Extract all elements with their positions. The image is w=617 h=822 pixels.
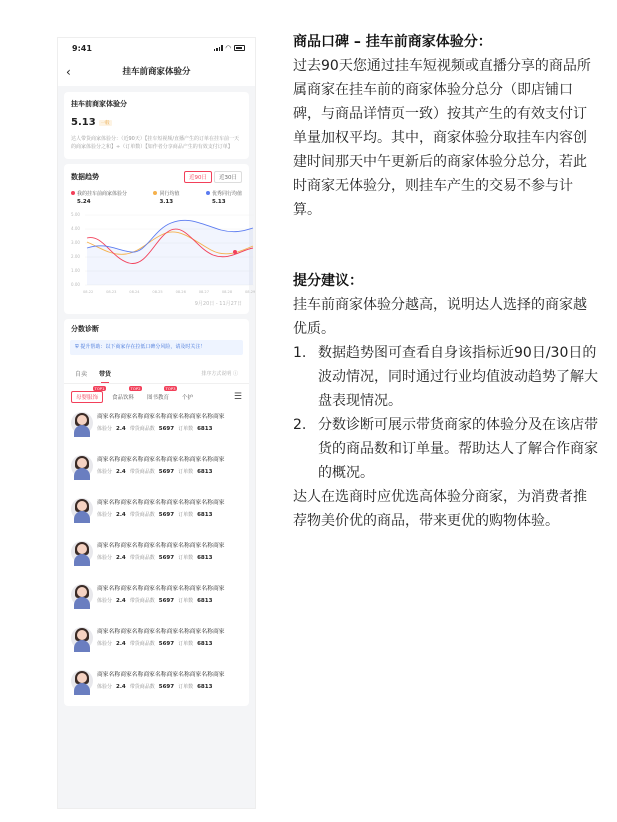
orders-label: 订单数 [178,555,194,561]
rank-badge: TOP3 [165,386,176,391]
nav-bar [58,58,255,86]
score-card-title: 挂车前商家体验分 [71,100,127,108]
diagnosis-title: 分数诊断 [71,324,99,333]
x-tick: 08.28 [221,289,233,294]
score-label: 体验分 [97,512,113,518]
score-label: 体验分 [97,426,113,432]
goods-value: 5697 [158,641,175,647]
x-tick: 08.27 [198,289,210,294]
section-heading: 商品口碑 – 挂车前商家体验分： [293,34,492,50]
legend-peer-avg [153,190,179,205]
section-heading: 提分建议： [293,273,363,289]
menu-icon[interactable]: ☰ [233,392,242,402]
orders-label: 订单数 [178,598,194,604]
x-tick: 08.24 [129,289,140,294]
category-filter [64,384,249,405]
info-icon: ⓘ [232,371,238,377]
category-chip[interactable] [71,386,105,403]
list-number: 1. [293,345,307,361]
x-tick: 08.25 [152,289,163,294]
goods-value: 5697 [158,512,175,518]
category-label: 图书教育 [147,395,170,401]
score-label: 体验分 [97,555,113,561]
merchant-row[interactable] [64,663,249,706]
y-tick: 5.00 [71,211,80,217]
goods-label: 带货商品数 [129,598,155,604]
section-paragraph: 过去90天您通过挂车短视频或直播分享的商品所属商家在挂车前的商家体验分总分（即店铺口碑，与商品详情页一致）按其产生的有效支付订单量加权平均。其中，商家体验分取挂车内容创建时间那天中午更新后的商家体验分总分，若此时商家无体验分，则挂车产生的交易不参与计算。 [293,58,591,218]
score-value: 5.13 [71,117,96,128]
merchant-avatar [71,584,93,606]
score-value: 2.4 [116,641,126,647]
score-value: 2.4 [116,555,126,561]
orders-label: 订单数 [178,684,194,690]
merchant-row[interactable] [64,491,249,534]
marker-point [233,250,237,254]
merchant-name: 商家名称商家名称商家名称商家名称商家名称商家 [97,629,225,635]
trend-title: 数据趋势 [71,172,99,181]
goods-label: 带货商品数 [129,555,155,561]
score-value: 2.4 [116,684,126,690]
goods-value: 5697 [158,684,175,690]
orders-label: 订单数 [178,512,194,518]
merchant-avatar [71,670,93,692]
category-chip[interactable] [108,386,141,402]
goods-value: 5697 [158,469,175,475]
range-30-button[interactable]: 近30日 [214,171,242,183]
trend-card [64,164,256,314]
goods-value: 5697 [158,555,175,561]
merchant-row[interactable] [64,405,249,448]
y-tick: 4.00 [71,225,80,231]
list-item [293,413,598,485]
signal-icon [214,45,223,51]
category-chip[interactable] [178,392,197,402]
sort-info-link[interactable] [201,363,238,383]
score-label: 体验分 [97,684,113,690]
tab-self-sell[interactable]: 自卖 [75,371,88,378]
explanation-text [293,30,598,533]
shield-icon: ⛨ [75,343,81,350]
list-item [293,341,598,413]
merchant-avatar [71,412,93,434]
range-90-button[interactable]: 近90日 [184,171,212,183]
orders-value: 6813 [197,512,213,518]
orders-value: 6813 [197,598,213,604]
tab-promote[interactable]: 带货 [99,363,111,383]
orders-value: 6813 [197,555,213,561]
wifi-icon: ◠ [225,44,231,52]
x-tick: 08.29 [245,289,256,294]
y-tick: 0.00 [71,281,80,287]
score-value: 2.4 [116,598,126,604]
merchant-row[interactable] [64,577,249,620]
section-paragraph: 挂车前商家体验分越高，说明达人选择的商家越优质。 [293,297,587,337]
legend-dot [153,191,157,195]
merchant-avatar [71,455,93,477]
legend-top-peer [206,190,242,205]
merchant-name: 商家名称商家名称商家名称商家名称商家名称商家 [97,586,225,592]
orders-label: 订单数 [178,641,194,647]
orders-value: 6813 [197,641,213,647]
x-tick: 08.26 [175,289,186,294]
score-label: 体验分 [97,598,113,604]
x-tick: 08.22 [83,289,94,294]
y-tick: 3.00 [71,239,80,245]
merchant-avatar [71,627,93,649]
merchant-name: 商家名称商家名称商家名称商家名称商家名称商家 [97,672,225,678]
battery-icon [234,45,245,51]
merchant-row[interactable] [64,620,249,663]
tip-text: 提升帮助：以下商家存在拉低口碑分风险，请及时关注！ [80,343,206,350]
merchant-name: 商家名称商家名称商家名称商家名称商家名称商家 [97,543,225,549]
chart-legend [71,190,242,205]
merchant-name: 商家名称商家名称商家名称商家名称商家名称商家 [97,414,225,420]
legend-dot [71,191,75,195]
status-bar [58,38,255,58]
orders-value: 6813 [197,469,213,475]
legend-label: 我的挂车前商家体验分 [77,190,128,197]
goods-label: 带货商品数 [129,469,155,475]
merchant-avatar [71,541,93,563]
score-value: 2.4 [116,426,126,432]
orders-value: 6813 [197,684,213,690]
legend-value: 5.24 [77,198,91,205]
goods-label: 带货商品数 [129,684,155,690]
goods-value: 5697 [158,426,175,432]
section-paragraph: 达人在选商时应优选高体验分商家，为消费者推荐物美价优的商品，带来更优的购物体验。 [293,489,587,529]
rank-badge: TOP2 [130,386,141,391]
diagnosis-tabs [64,363,249,384]
score-value: 2.4 [116,512,126,518]
date-range: 9月20日 - 11月27日 [194,300,242,307]
merchant-name: 商家名称商家名称商家名称商家名称商家名称商家 [97,457,225,463]
category-label: 食品饮料 [112,395,135,401]
score-label: 体验分 [97,641,113,647]
status-time: 9:41 [72,43,92,53]
merchant-row[interactable] [64,534,249,577]
legend-mine [71,190,127,205]
list-number: 2. [293,417,307,433]
page-title: 挂车前商家体验分 [122,67,191,77]
category-label: 个护 [182,395,194,401]
goods-label: 带货商品数 [129,641,155,647]
merchant-avatar [71,498,93,520]
goods-label: 带货商品数 [129,512,155,518]
y-tick: 1.00 [71,267,80,273]
trend-chart [71,208,254,300]
legend-label: 优秀同行均值 [211,190,242,197]
orders-value: 6813 [197,426,213,432]
merchant-list [64,405,249,706]
score-level-tag: 一般 [100,120,110,126]
score-description: 达人带货商家体验分：（近90天）【挂车短视频/直播产生的订单在挂车前一天的商家体验分之和】÷（订单数）【如作者分享商品产生的有效支付订单】 [71,136,240,150]
goods-value: 5697 [158,598,175,604]
legend-dot [206,191,210,195]
category-label: 母婴服饰 [76,395,99,401]
diagnosis-tip [70,340,243,356]
orders-label: 订单数 [178,426,194,432]
list-text: 数据趋势图可查看自身该指标近90日/30日的波动情况，同时通过行业均值波动趋势了解大盘表现情况。 [318,345,598,409]
status-icons [214,44,245,52]
diagnosis-card [64,319,249,707]
merchant-row[interactable] [64,448,249,491]
goods-label: 带货商品数 [129,426,155,432]
score-label: 体验分 [97,469,113,475]
score-value: 2.4 [116,469,126,475]
rank-badge: TOP1 [94,386,105,391]
merchant-name: 商家名称商家名称商家名称商家名称商家名称商家 [97,500,225,506]
legend-label: 同行均值 [159,190,180,197]
sort-info-label: 排序方式说明 [201,371,232,377]
category-chip[interactable] [143,386,176,402]
y-tick: 2.00 [71,253,80,259]
orders-label: 订单数 [178,469,194,475]
back-arrow-icon[interactable]: ‹ [66,65,71,79]
phone-screenshot [58,38,255,808]
x-tick: 08.23 [106,289,117,294]
score-card [64,92,249,159]
legend-value: 3.13 [159,198,174,205]
list-text: 分数诊断可展示带货商家的体验分及在该店带货的商品数和订单量。帮助达人了解合作商家的概况。 [318,417,598,481]
legend-value: 5.13 [211,198,226,205]
